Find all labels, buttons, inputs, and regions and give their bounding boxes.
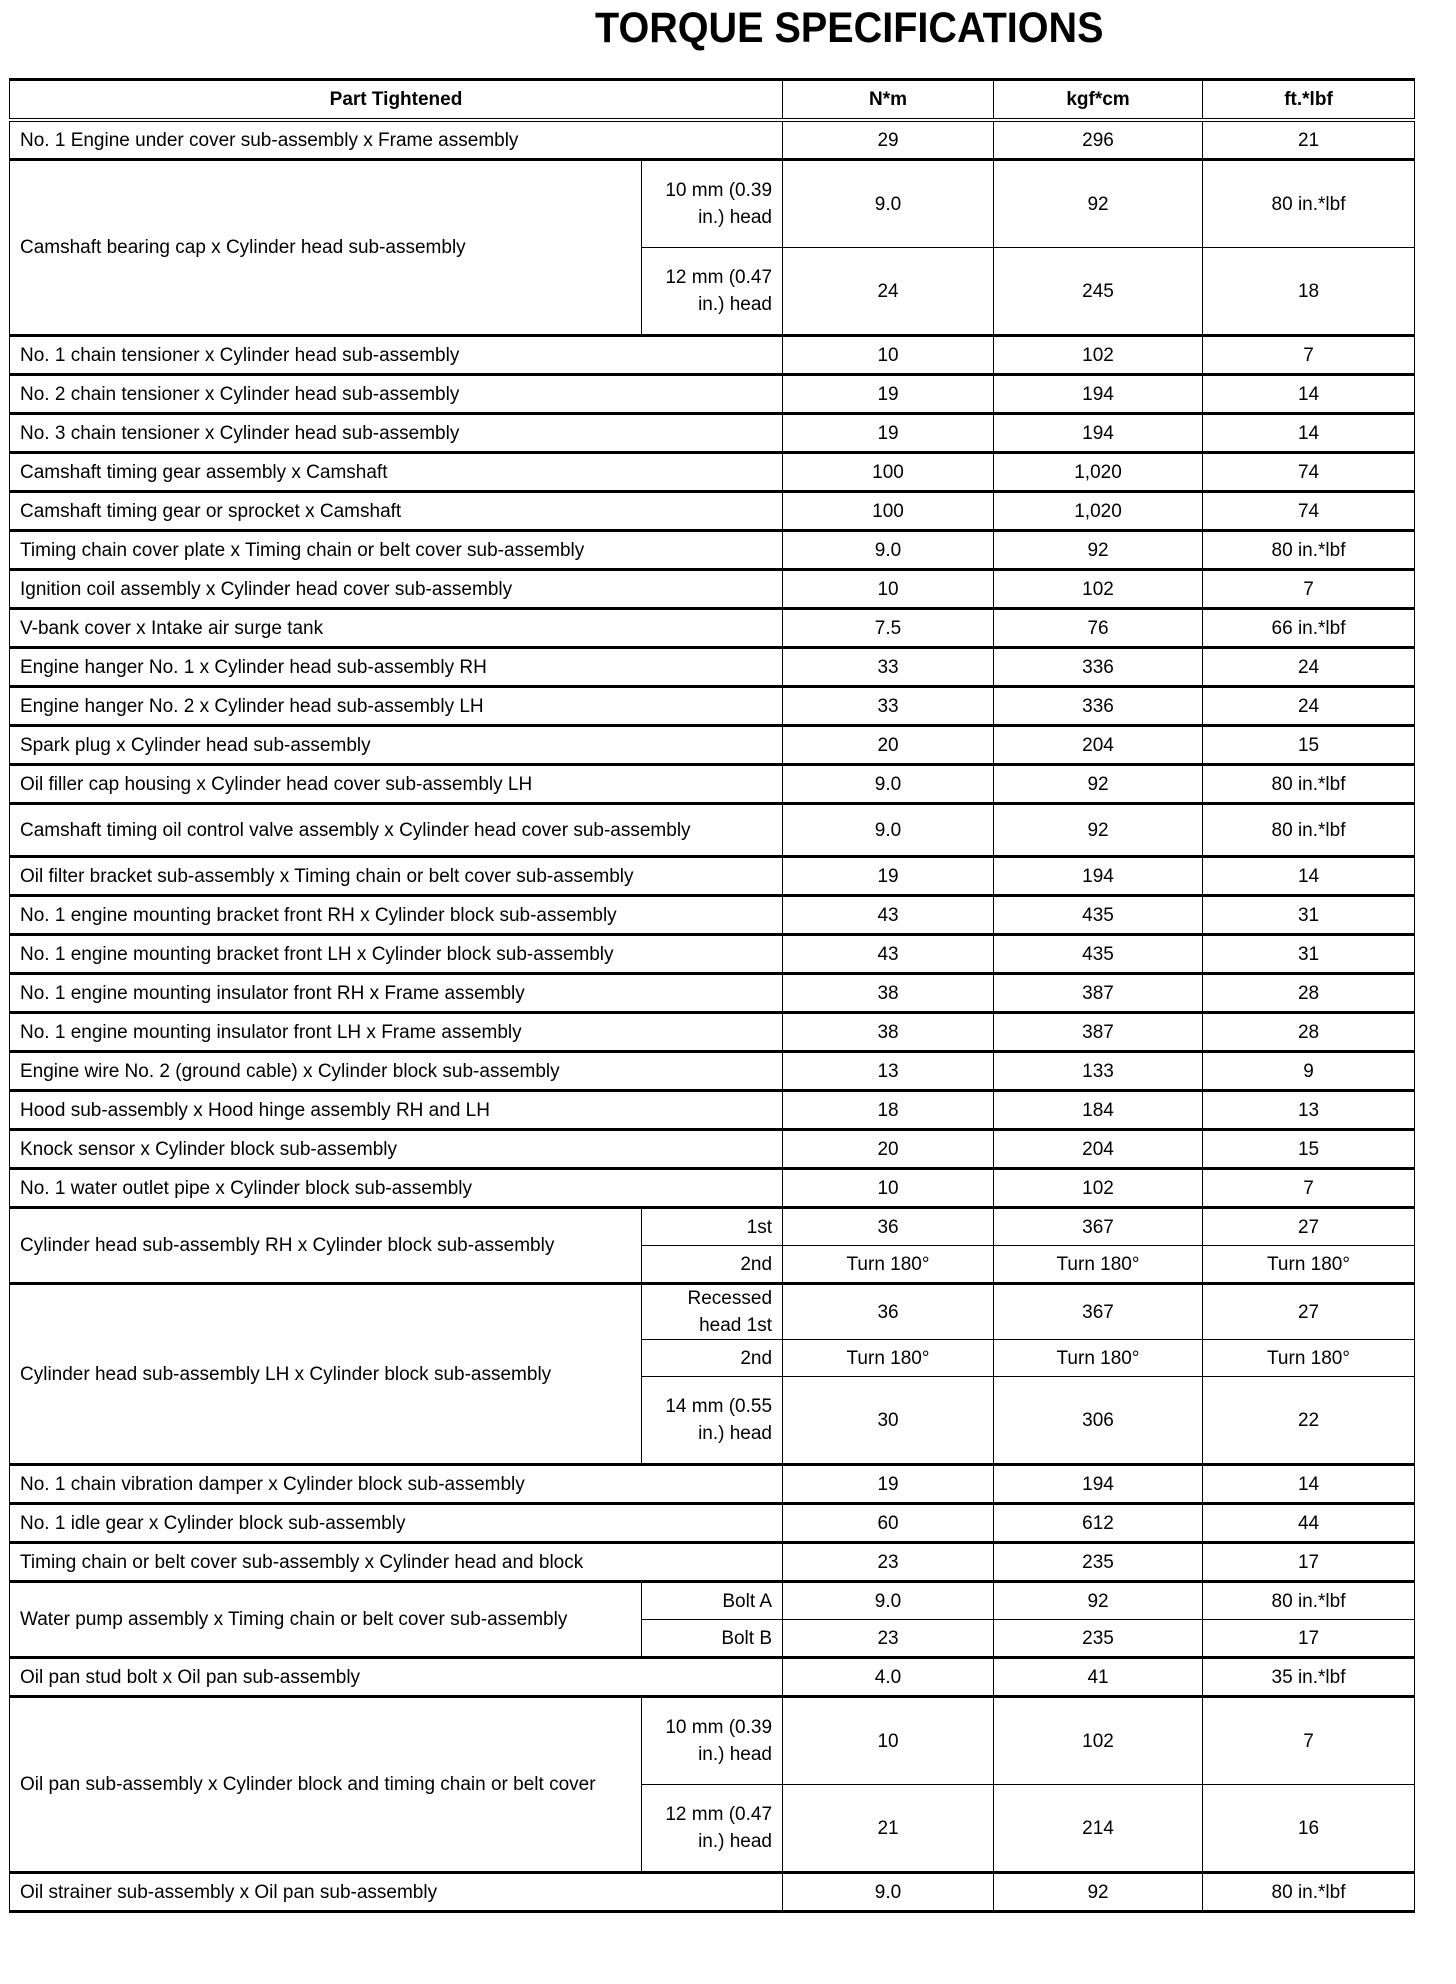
table-header-row bbox=[10, 80, 1415, 121]
sub-condition: 14 mm (0.55 in.) head bbox=[642, 1377, 783, 1465]
part-name: No. 1 water outlet pipe x Cylinder block sub-assembly bbox=[10, 1169, 783, 1208]
value-ft: 7 bbox=[1203, 570, 1415, 609]
table-row bbox=[10, 336, 1415, 375]
value-nm: 9.0 bbox=[783, 531, 994, 570]
value-nm: 29 bbox=[783, 120, 994, 160]
value-kgf: 194 bbox=[994, 1465, 1203, 1504]
value-ft: 31 bbox=[1203, 935, 1415, 974]
value-nm: 36 bbox=[783, 1208, 994, 1246]
value-nm: 19 bbox=[783, 857, 994, 896]
value-ft: 80 in.*lbf bbox=[1203, 160, 1415, 248]
value-ft: 17 bbox=[1203, 1543, 1415, 1582]
value-ft: 9 bbox=[1203, 1052, 1415, 1091]
table-row bbox=[10, 1504, 1415, 1543]
value-nm: 33 bbox=[783, 648, 994, 687]
part-name: No. 1 engine mounting bracket front LH x Cylinder block sub-assembly bbox=[10, 935, 783, 974]
value-ft: 80 in.*lbf bbox=[1203, 1873, 1415, 1912]
sub-condition: 10 mm (0.39 in.) head bbox=[642, 1697, 783, 1785]
part-name: Hood sub-assembly x Hood hinge assembly RH and LH bbox=[10, 1091, 783, 1130]
table-row bbox=[10, 120, 1415, 160]
value-ft: 44 bbox=[1203, 1504, 1415, 1543]
value-ft: 14 bbox=[1203, 375, 1415, 414]
table-row bbox=[10, 1052, 1415, 1091]
value-nm: 24 bbox=[783, 248, 994, 336]
value-nm: Turn 180° bbox=[783, 1340, 994, 1377]
value-kgf: 214 bbox=[994, 1785, 1203, 1873]
value-kgf: 92 bbox=[994, 160, 1203, 248]
sub-condition: 12 mm (0.47 in.) head bbox=[642, 248, 783, 336]
part-name: Engine wire No. 2 (ground cable) x Cylinder block sub-assembly bbox=[10, 1052, 783, 1091]
value-nm: 100 bbox=[783, 453, 994, 492]
value-kgf: 1,020 bbox=[994, 492, 1203, 531]
table-row bbox=[10, 1582, 1415, 1620]
part-name: Knock sensor x Cylinder block sub-assembly bbox=[10, 1130, 783, 1169]
part-name: Oil pan stud bolt x Oil pan sub-assembly bbox=[10, 1658, 783, 1697]
value-kgf: 387 bbox=[994, 974, 1203, 1013]
part-name: Timing chain or belt cover sub-assembly x Cylinder head and block bbox=[10, 1543, 783, 1582]
value-nm: 10 bbox=[783, 570, 994, 609]
value-nm: 36 bbox=[783, 1284, 994, 1340]
value-kgf: 435 bbox=[994, 896, 1203, 935]
value-ft: 7 bbox=[1203, 1169, 1415, 1208]
table-row bbox=[10, 935, 1415, 974]
sub-condition: Recessed head 1st bbox=[642, 1284, 783, 1340]
value-nm: 9.0 bbox=[783, 160, 994, 248]
value-ft: 24 bbox=[1203, 687, 1415, 726]
sub-condition: 12 mm (0.47 in.) head bbox=[642, 1785, 783, 1873]
table-row bbox=[10, 1697, 1415, 1785]
value-nm: 10 bbox=[783, 1169, 994, 1208]
value-ft: 15 bbox=[1203, 1130, 1415, 1169]
value-kgf: 76 bbox=[994, 609, 1203, 648]
part-name: No. 1 engine mounting insulator front RH x Frame assembly bbox=[10, 974, 783, 1013]
value-kgf: 306 bbox=[994, 1377, 1203, 1465]
sub-condition: Bolt B bbox=[642, 1620, 783, 1658]
value-kgf: 102 bbox=[994, 1169, 1203, 1208]
value-nm: Turn 180° bbox=[783, 1246, 994, 1284]
table-row bbox=[10, 804, 1415, 857]
table-row bbox=[10, 1208, 1415, 1246]
value-ft: 28 bbox=[1203, 1013, 1415, 1052]
part-name: No. 1 chain vibration damper x Cylinder block sub-assembly bbox=[10, 1465, 783, 1504]
value-kgf: 194 bbox=[994, 414, 1203, 453]
table-row bbox=[10, 1543, 1415, 1582]
value-ft: 14 bbox=[1203, 857, 1415, 896]
value-ft: 35 in.*lbf bbox=[1203, 1658, 1415, 1697]
value-kgf: Turn 180° bbox=[994, 1246, 1203, 1284]
value-kgf: 367 bbox=[994, 1284, 1203, 1340]
value-nm: 38 bbox=[783, 974, 994, 1013]
part-name: Camshaft bearing cap x Cylinder head sub-assembly bbox=[10, 160, 642, 336]
value-kgf: 367 bbox=[994, 1208, 1203, 1246]
value-kgf: 92 bbox=[994, 1582, 1203, 1620]
header-nm: N*m bbox=[783, 80, 994, 121]
value-ft: 7 bbox=[1203, 336, 1415, 375]
value-ft: 18 bbox=[1203, 248, 1415, 336]
sub-condition: 2nd bbox=[642, 1340, 783, 1377]
value-nm: 10 bbox=[783, 336, 994, 375]
value-ft: 14 bbox=[1203, 1465, 1415, 1504]
part-name: No. 3 chain tensioner x Cylinder head sub-assembly bbox=[10, 414, 783, 453]
value-nm: 18 bbox=[783, 1091, 994, 1130]
value-ft: 13 bbox=[1203, 1091, 1415, 1130]
value-ft: 28 bbox=[1203, 974, 1415, 1013]
sub-condition: 2nd bbox=[642, 1246, 783, 1284]
value-ft: Turn 180° bbox=[1203, 1246, 1415, 1284]
table-row bbox=[10, 609, 1415, 648]
page-title: TORQUE SPECIFICATIONS bbox=[595, 4, 1104, 52]
part-name: Camshaft timing gear or sprocket x Camshaft bbox=[10, 492, 783, 531]
value-nm: 23 bbox=[783, 1620, 994, 1658]
value-kgf: 92 bbox=[994, 765, 1203, 804]
value-ft: 74 bbox=[1203, 453, 1415, 492]
value-kgf: 184 bbox=[994, 1091, 1203, 1130]
value-kgf: 194 bbox=[994, 857, 1203, 896]
sub-condition: 10 mm (0.39 in.) head bbox=[642, 160, 783, 248]
value-ft: 80 in.*lbf bbox=[1203, 531, 1415, 570]
value-ft: 16 bbox=[1203, 1785, 1415, 1873]
value-nm: 60 bbox=[783, 1504, 994, 1543]
value-ft: 15 bbox=[1203, 726, 1415, 765]
value-kgf: 235 bbox=[994, 1543, 1203, 1582]
part-name: Spark plug x Cylinder head sub-assembly bbox=[10, 726, 783, 765]
value-kgf: 387 bbox=[994, 1013, 1203, 1052]
value-kgf: 296 bbox=[994, 120, 1203, 160]
value-ft: 17 bbox=[1203, 1620, 1415, 1658]
part-name: Oil filter bracket sub-assembly x Timing chain or belt cover sub-assembly bbox=[10, 857, 783, 896]
value-ft: 80 in.*lbf bbox=[1203, 804, 1415, 857]
part-name: Camshaft timing gear assembly x Camshaft bbox=[10, 453, 783, 492]
sub-condition: 1st bbox=[642, 1208, 783, 1246]
header-kgf: kgf*cm bbox=[994, 80, 1203, 121]
part-name: Oil strainer sub-assembly x Oil pan sub-assembly bbox=[10, 1873, 783, 1912]
part-name: Oil pan sub-assembly x Cylinder block and timing chain or belt cover bbox=[10, 1697, 642, 1873]
table-row bbox=[10, 414, 1415, 453]
table-row bbox=[10, 857, 1415, 896]
value-nm: 19 bbox=[783, 414, 994, 453]
table-row bbox=[10, 687, 1415, 726]
value-nm: 30 bbox=[783, 1377, 994, 1465]
value-nm: 19 bbox=[783, 375, 994, 414]
value-kgf: 92 bbox=[994, 804, 1203, 857]
part-name: V-bank cover x Intake air surge tank bbox=[10, 609, 783, 648]
table-row bbox=[10, 453, 1415, 492]
part-name: No. 1 engine mounting bracket front RH x Cylinder block sub-assembly bbox=[10, 896, 783, 935]
value-nm: 9.0 bbox=[783, 765, 994, 804]
value-ft: 7 bbox=[1203, 1697, 1415, 1785]
part-name: Engine hanger No. 1 x Cylinder head sub-assembly RH bbox=[10, 648, 783, 687]
table-row bbox=[10, 160, 1415, 248]
table-row bbox=[10, 492, 1415, 531]
value-ft: 80 in.*lbf bbox=[1203, 765, 1415, 804]
value-nm: 9.0 bbox=[783, 804, 994, 857]
value-kgf: 204 bbox=[994, 1130, 1203, 1169]
value-ft: 66 in.*lbf bbox=[1203, 609, 1415, 648]
value-kgf: 102 bbox=[994, 570, 1203, 609]
value-kgf: 1,020 bbox=[994, 453, 1203, 492]
value-nm: 100 bbox=[783, 492, 994, 531]
table-row bbox=[10, 1091, 1415, 1130]
value-nm: 20 bbox=[783, 1130, 994, 1169]
header-ft: ft.*lbf bbox=[1203, 80, 1415, 121]
value-kgf: 204 bbox=[994, 726, 1203, 765]
part-name: No. 1 engine mounting insulator front LH x Frame assembly bbox=[10, 1013, 783, 1052]
table-row bbox=[10, 648, 1415, 687]
value-kgf: 102 bbox=[994, 336, 1203, 375]
value-kgf: 194 bbox=[994, 375, 1203, 414]
value-kgf: 245 bbox=[994, 248, 1203, 336]
value-nm: 21 bbox=[783, 1785, 994, 1873]
value-nm: 43 bbox=[783, 935, 994, 974]
value-kgf: 102 bbox=[994, 1697, 1203, 1785]
value-kgf: 133 bbox=[994, 1052, 1203, 1091]
value-kgf: 41 bbox=[994, 1658, 1203, 1697]
value-kgf: 92 bbox=[994, 531, 1203, 570]
value-ft: 80 in.*lbf bbox=[1203, 1582, 1415, 1620]
value-nm: 33 bbox=[783, 687, 994, 726]
table-row bbox=[10, 765, 1415, 804]
header-part: Part Tightened bbox=[10, 80, 783, 121]
table-row bbox=[10, 1284, 1415, 1340]
part-name: Ignition coil assembly x Cylinder head cover sub-assembly bbox=[10, 570, 783, 609]
value-nm: 9.0 bbox=[783, 1582, 994, 1620]
part-name: Water pump assembly x Timing chain or belt cover sub-assembly bbox=[10, 1582, 642, 1658]
value-kgf: Turn 180° bbox=[994, 1340, 1203, 1377]
part-name: Cylinder head sub-assembly LH x Cylinder block sub-assembly bbox=[10, 1284, 642, 1465]
value-kgf: 612 bbox=[994, 1504, 1203, 1543]
value-nm: 4.0 bbox=[783, 1658, 994, 1697]
table-row bbox=[10, 1169, 1415, 1208]
table-row bbox=[10, 1658, 1415, 1697]
value-nm: 9.0 bbox=[783, 1873, 994, 1912]
part-name: Timing chain cover plate x Timing chain or belt cover sub-assembly bbox=[10, 531, 783, 570]
value-ft: 21 bbox=[1203, 120, 1415, 160]
part-name: Camshaft timing oil control valve assembly x Cylinder head cover sub-assembly bbox=[10, 804, 783, 857]
table-row bbox=[10, 375, 1415, 414]
part-name: No. 1 idle gear x Cylinder block sub-assembly bbox=[10, 1504, 783, 1543]
table-row bbox=[10, 1465, 1415, 1504]
value-ft: 14 bbox=[1203, 414, 1415, 453]
table-row bbox=[10, 1013, 1415, 1052]
part-name: No. 1 chain tensioner x Cylinder head sub-assembly bbox=[10, 336, 783, 375]
part-name: Cylinder head sub-assembly RH x Cylinder block sub-assembly bbox=[10, 1208, 642, 1284]
part-name: No. 2 chain tensioner x Cylinder head sub-assembly bbox=[10, 375, 783, 414]
part-name: No. 1 Engine under cover sub-assembly x Frame assembly bbox=[10, 120, 783, 160]
sub-condition: Bolt A bbox=[642, 1582, 783, 1620]
value-nm: 10 bbox=[783, 1697, 994, 1785]
value-kgf: 336 bbox=[994, 687, 1203, 726]
table-row bbox=[10, 974, 1415, 1013]
value-ft: 22 bbox=[1203, 1377, 1415, 1465]
value-nm: 43 bbox=[783, 896, 994, 935]
value-nm: 13 bbox=[783, 1052, 994, 1091]
table-row bbox=[10, 570, 1415, 609]
table-row bbox=[10, 1130, 1415, 1169]
value-ft: 74 bbox=[1203, 492, 1415, 531]
value-kgf: 336 bbox=[994, 648, 1203, 687]
torque-spec-table bbox=[9, 78, 1415, 1913]
value-ft: 24 bbox=[1203, 648, 1415, 687]
part-name: Oil filler cap housing x Cylinder head cover sub-assembly LH bbox=[10, 765, 783, 804]
value-nm: 7.5 bbox=[783, 609, 994, 648]
value-kgf: 435 bbox=[994, 935, 1203, 974]
value-ft: 31 bbox=[1203, 896, 1415, 935]
value-ft: 27 bbox=[1203, 1284, 1415, 1340]
table-row bbox=[10, 1873, 1415, 1912]
value-nm: 20 bbox=[783, 726, 994, 765]
table-row bbox=[10, 896, 1415, 935]
value-nm: 23 bbox=[783, 1543, 994, 1582]
value-nm: 19 bbox=[783, 1465, 994, 1504]
part-name: Engine hanger No. 2 x Cylinder head sub-assembly LH bbox=[10, 687, 783, 726]
value-kgf: 235 bbox=[994, 1620, 1203, 1658]
table-row bbox=[10, 726, 1415, 765]
table-row bbox=[10, 531, 1415, 570]
value-ft: Turn 180° bbox=[1203, 1340, 1415, 1377]
value-nm: 38 bbox=[783, 1013, 994, 1052]
value-ft: 27 bbox=[1203, 1208, 1415, 1246]
value-kgf: 92 bbox=[994, 1873, 1203, 1912]
